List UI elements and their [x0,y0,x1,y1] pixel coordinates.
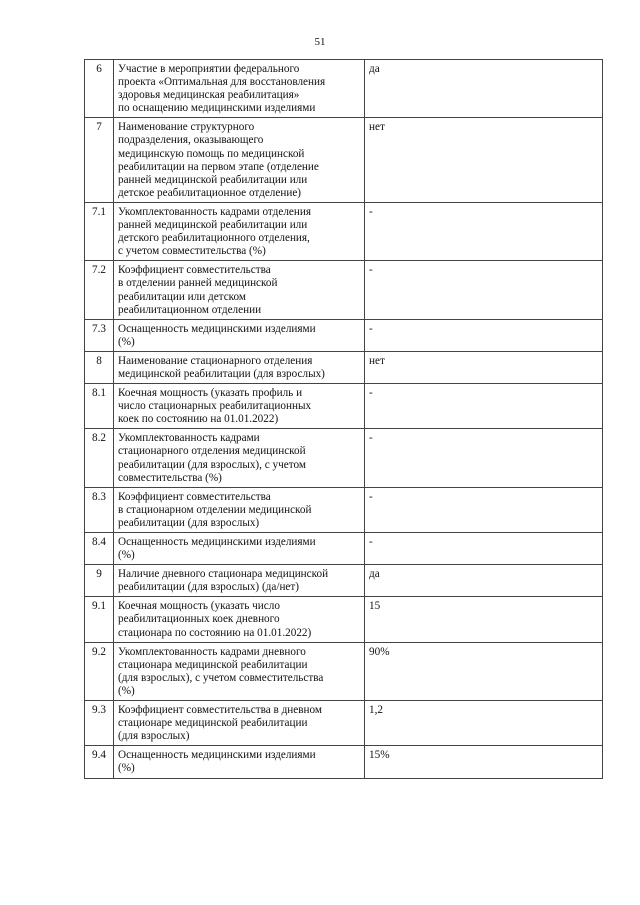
row-value: нет [365,118,603,203]
row-value: - [365,429,603,487]
row-indicator: Наименование структурного подразделения, оказывающего медицинскую помощь по медицинской реабилитации на первом этапе (отделение ранней медицинской реабилитации или детское реабилитационное отделение) [114,118,365,203]
row-indicator: Коечная мощность (указать число реабилитационных коек дневного стационара по состоянию на 01.01.2022) [114,597,365,642]
row-number: 6 [85,60,114,118]
table-row [85,118,603,203]
row-indicator: Укомплектованность кадрами дневного стационара медицинской реабилитации (для взрослых), с учетом совместительства (%) [114,642,365,700]
page-number: 51 [314,36,326,48]
row-value: 15% [365,746,603,778]
table-row [85,384,603,429]
table-row [85,642,603,700]
table-row [85,202,603,260]
rehabilitation-table [84,59,603,779]
row-value: - [365,533,603,565]
table-row [85,597,603,642]
row-indicator: Наименование стационарного отделения медицинской реабилитации (для взрослых) [114,351,365,383]
table-row [85,533,603,565]
row-number: 9 [85,565,114,597]
table-row [85,565,603,597]
row-value: - [365,202,603,260]
row-indicator: Оснащенность медицинскими изделиями (%) [114,746,365,778]
row-number: 9.2 [85,642,114,700]
row-value: - [365,261,603,319]
row-number: 9.1 [85,597,114,642]
row-indicator: Коэффициент совместительства в стационарном отделении медицинской реабилитации (для взрослых) [114,487,365,532]
row-number: 9.3 [85,701,114,746]
row-indicator: Коечная мощность (указать профиль и число стационарных реабилитационных коек по состоянию на 01.01.2022) [114,384,365,429]
table-row [85,487,603,532]
row-number: 7.2 [85,261,114,319]
row-value: 1,2 [365,701,603,746]
row-number: 7.3 [85,319,114,351]
row-indicator: Наличие дневного стационара медицинской реабилитации (для взрослых) (да/нет) [114,565,365,597]
row-number: 8.3 [85,487,114,532]
row-indicator: Укомплектованность кадрами стационарного отделения медицинской реабилитации (для взрослых), с учетом совместительства (%) [114,429,365,487]
table-row [85,261,603,319]
table-body [85,60,603,779]
row-number: 8.2 [85,429,114,487]
table-row [85,319,603,351]
row-value: 15 [365,597,603,642]
row-number: 9.4 [85,746,114,778]
row-value: нет [365,351,603,383]
table-row [85,701,603,746]
row-number: 7.1 [85,202,114,260]
row-value: 90% [365,642,603,700]
table-row [85,60,603,118]
row-value: да [365,565,603,597]
row-number: 8 [85,351,114,383]
row-indicator: Оснащенность медицинскими изделиями (%) [114,319,365,351]
table-row [85,429,603,487]
row-indicator: Укомплектованность кадрами отделения ранней медицинской реабилитации или детского реабилитационного отделения, с учетом совместительства (%) [114,202,365,260]
row-number: 8.4 [85,533,114,565]
row-number: 7 [85,118,114,203]
row-indicator: Участие в мероприятии федерального проекта «Оптимальная для восстановления здоровья медицинская реабилитация» по оснащению медицинскими изделиями [114,60,365,118]
table-row [85,351,603,383]
row-indicator: Коэффициент совместительства в отделении ранней медицинской реабилитации или детском реабилитационном отделении [114,261,365,319]
row-number: 8.1 [85,384,114,429]
row-value: - [365,487,603,532]
row-value: - [365,319,603,351]
row-value: да [365,60,603,118]
row-indicator: Коэффициент совместительства в дневном стационаре медицинской реабилитации (для взрослых) [114,701,365,746]
table-row [85,746,603,778]
row-value: - [365,384,603,429]
row-indicator: Оснащенность медицинскими изделиями (%) [114,533,365,565]
